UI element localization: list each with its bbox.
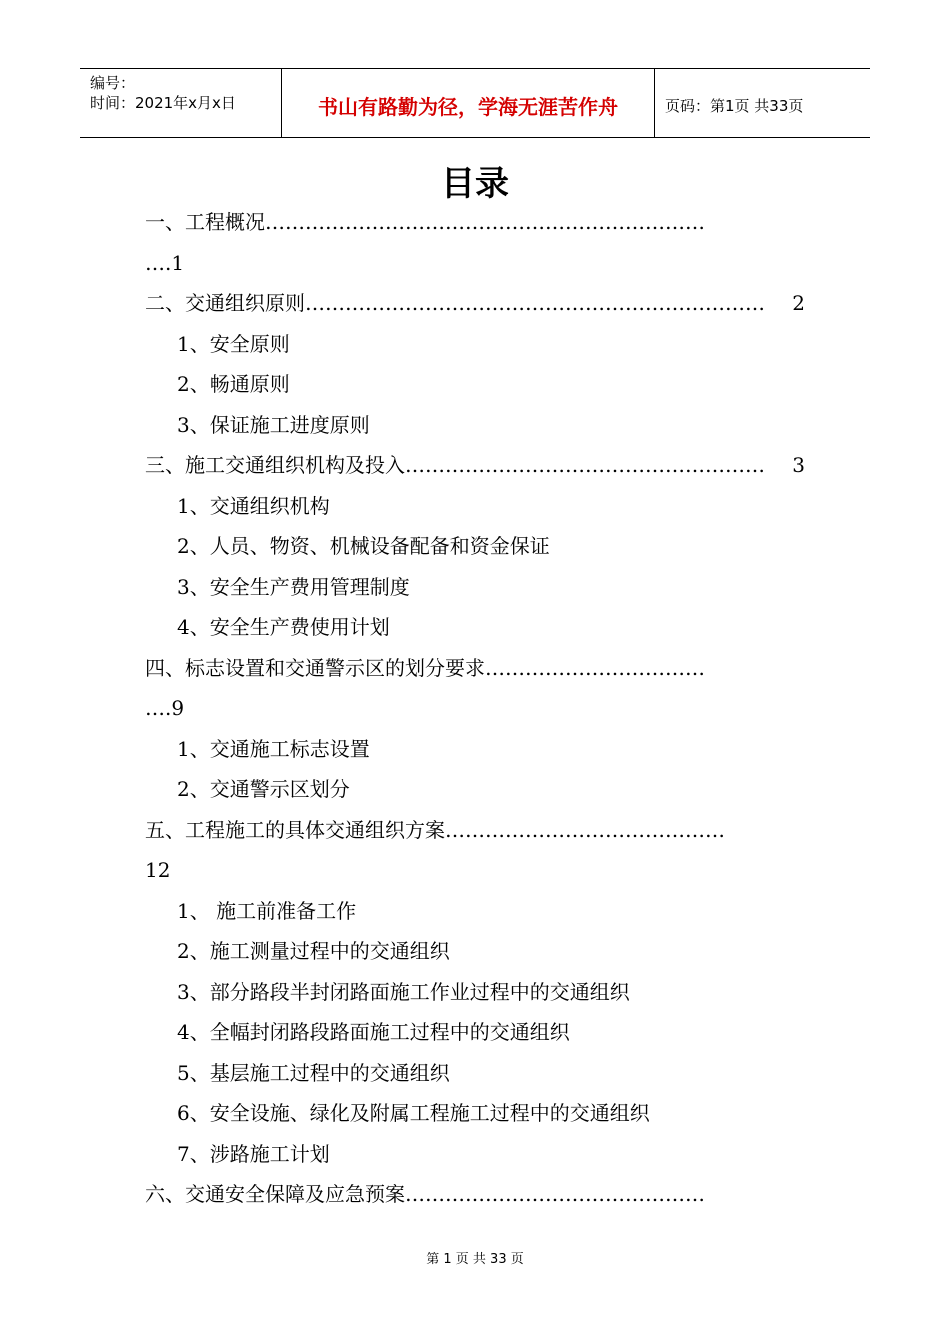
document-number-label: 编号： [90,74,136,92]
toc-leader-dots: ……………………………………… [405,1182,705,1206]
toc-subentry[interactable]: 4、安全生产费使用计划 [177,615,390,639]
toc-subentry[interactable]: 1、交通组织机构 [177,493,330,518]
document-date: 时间：2021年x月x日 [90,94,236,112]
toc-leader-dots: …………………………………………………………… [305,291,765,315]
toc-subentry[interactable]: 2、交通警示区划分 [177,777,350,801]
toc-entry[interactable] [145,810,805,851]
page-footer: 第 1 页 共 33 页 [426,1252,524,1267]
toc-leader-dots: …………………………………… [445,817,725,842]
toc-subentry[interactable]: 3、部分路段半封闭路面施工作业过程中的交通组织 [177,979,630,1004]
toc-subentry[interactable]: 5、基层施工过程中的交通组织 [177,1060,450,1085]
toc-entry[interactable] [145,283,805,324]
header-motto: 书山有路勤为径，学海无涯苦作舟 [282,69,655,137]
toc-entry-page: 3 [792,453,805,477]
table-of-contents [145,202,805,1215]
toc-subentry[interactable]: 2、人员、物资、机械设备配备和资金保证 [177,534,550,558]
toc-subentry[interactable]: 1、 施工前准备工作 [177,898,357,923]
toc-subentry[interactable]: 2、畅通原则 [177,372,290,396]
toc-entry[interactable] [145,202,805,243]
toc-subentry[interactable]: 2、施工测量过程中的交通组织 [177,939,450,963]
toc-leader-dots: ……………………………………………… [405,453,765,477]
toc-entry-title: 四、标志设置和交通警示区的划分要求 [145,655,485,680]
toc-entry-page: ….1 [145,250,185,275]
toc-entry-title: 五、工程施工的具体交通组织方案 [145,817,445,842]
toc-entry-title: 三、施工交通组织机构及投入 [145,453,405,477]
toc-subentry[interactable]: 4、全幅封闭路段路面施工过程中的交通组织 [177,1020,570,1044]
toc-subentry[interactable]: 3、保证施工进度原则 [177,412,370,437]
toc-entry-page: ….9 [145,696,185,720]
toc-entry[interactable] [145,1174,805,1215]
toc-subentry[interactable]: 1、安全原则 [177,331,290,356]
toc-entry-title: 六、交通安全保障及应急预案 [145,1182,405,1206]
toc-entry-page: 2 [792,291,805,315]
toc-subentry[interactable]: 7、涉路施工计划 [177,1141,330,1166]
toc-entry[interactable] [145,445,805,486]
header-meta [80,69,282,137]
page-title: 目录 [441,164,509,204]
toc-leader-dots: …………………………… [485,655,705,680]
toc-entry-page: 12 [145,858,171,882]
page-header [80,68,870,138]
header-page-info: 页码：第1页 共33页 [665,96,804,115]
toc-entry-title: 二、交通组织原则 [145,291,305,315]
toc-subentry[interactable]: 3、安全生产费用管理制度 [177,574,410,599]
toc-subentry[interactable]: 6、安全设施、绿化及附属工程施工过程中的交通组织 [177,1101,650,1125]
toc-leader-dots: ………………………………………………………… [265,210,705,234]
toc-entry-title: 一、工程概况 [145,210,265,234]
toc-entry[interactable] [145,648,805,689]
toc-subentry[interactable]: 1、交通施工标志设置 [177,736,370,761]
